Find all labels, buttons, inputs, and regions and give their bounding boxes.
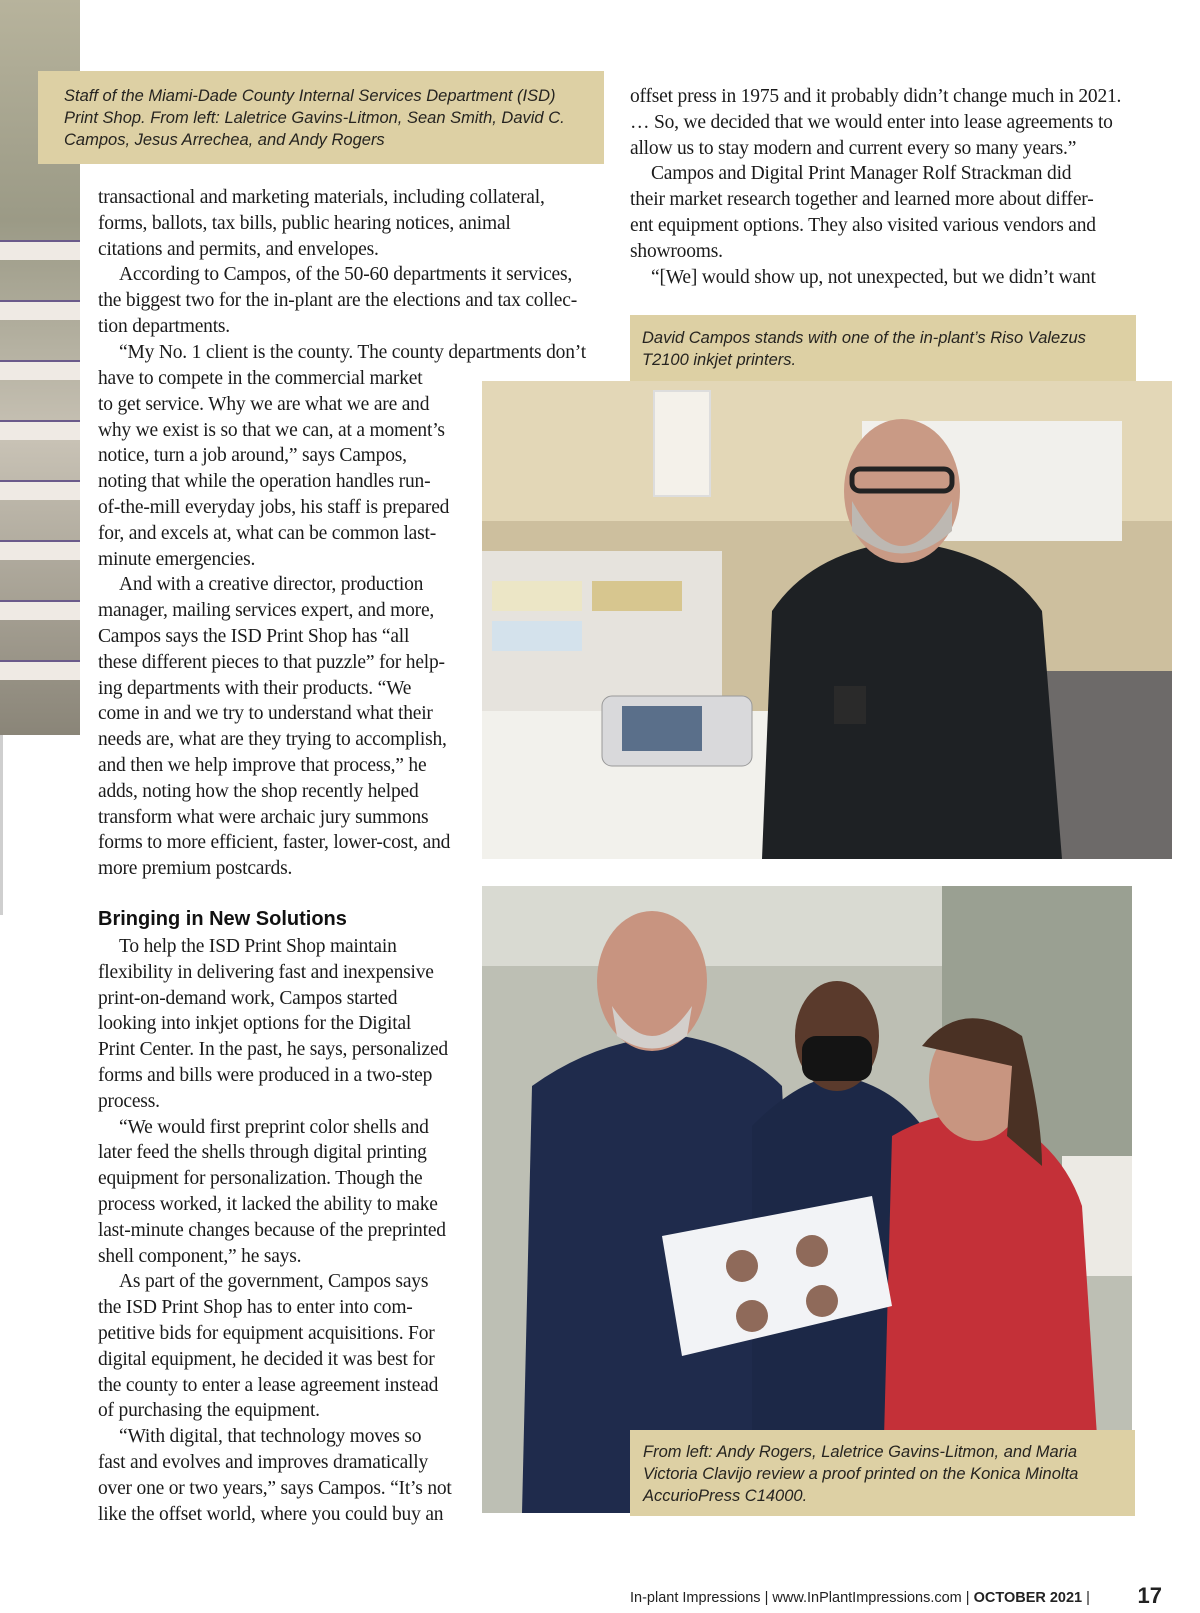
text-line: equipment for personalization. Though the: [98, 1168, 423, 1190]
left-column-top: [98, 185, 608, 366]
group-photo-caption: [630, 1430, 1135, 1516]
text-line: “[We] would show up, not unexpected, but we didn’t want: [651, 266, 1096, 288]
text-line: and then we help improve that process,” he: [98, 754, 427, 776]
text-line: noting that while the operation handles run-: [98, 471, 431, 493]
left-column-bottom: [98, 934, 478, 1527]
text-line: the county to enter a lease agreement instead: [98, 1374, 439, 1396]
left-column-middle: [98, 366, 478, 882]
text-line: And with a creative director, production: [119, 574, 424, 596]
text-line: like the offset world, where you could buy an: [98, 1503, 444, 1525]
text-line: offset press in 1975 and it probably didn’t change much in 2021.: [630, 86, 1122, 107]
text-line: process worked, it lacked the ability to make: [98, 1193, 438, 1215]
text-line: … So, we decided that we would enter into lease agreements to: [630, 111, 1113, 133]
text-line: flexibility in delivering fast and inexpensive: [98, 961, 434, 983]
text-line: of-the-mill everyday jobs, his staff is prepared: [98, 496, 450, 518]
text-line: forms, ballots, tax bills, public hearing notices, animal: [98, 212, 511, 234]
text-line: showrooms.: [630, 240, 723, 262]
group-photo: [482, 886, 1132, 1513]
website-link[interactable]: www.InPlantImpressions.com: [772, 1590, 962, 1606]
text-line: more premium postcards.: [98, 858, 293, 880]
text-line: shell component,” he says.: [98, 1245, 302, 1267]
text-line: “With digital, that technology moves so: [119, 1426, 422, 1448]
staff-caption-text: Staff of the Miami-Dade County Internal Services Department (ISD) Print Shop. From left: Laletrice Gavins-Litmon, Sean Smith, David C. Campos, Jesus Arrechea, and Andy Rogers: [64, 87, 565, 149]
text-line: Print Center. In the past, he says, personalized: [98, 1039, 448, 1061]
text-line: their market research together and learned more about differ-: [630, 189, 1094, 211]
text-line: tion departments.: [98, 315, 230, 337]
text-line: why we exist is so that we can, at a moment’s: [98, 419, 445, 441]
group-photo-illustration: [482, 886, 1132, 1513]
text-line: for, and excels at, what can be common last-: [98, 522, 437, 544]
text-line: forms and bills were produced in a two-step: [98, 1064, 433, 1086]
campos-photo-illustration: [482, 381, 1172, 859]
text-line: To help the ISD Print Shop maintain: [119, 936, 397, 957]
text-line: citations and permits, and envelopes.: [98, 238, 379, 260]
right-column-top: [630, 84, 1170, 290]
text-line: transform what were archaic jury summons: [98, 806, 429, 828]
text-line: come in and we try to understand what their: [98, 703, 433, 725]
text-line: to get service. Why we are what we are and: [98, 393, 430, 415]
text-line: the biggest two for the in-plant are the elections and tax collec-: [98, 290, 577, 312]
issue-date: OCTOBER 2021: [973, 1590, 1083, 1606]
text-line: minute emergencies.: [98, 548, 256, 570]
staff-photo-caption: [38, 71, 604, 164]
text-line: As part of the government, Campos says: [119, 1271, 429, 1293]
text-line: needs are, what are they trying to accomplish,: [98, 729, 447, 751]
page-edge-rule: [0, 735, 3, 915]
text-line: Campos and Digital Print Manager Rolf Strackman did: [651, 163, 1072, 185]
publication-name: In-plant Impressions: [630, 1590, 761, 1606]
text-line: notice, turn a job around,” says Campos,: [98, 445, 407, 467]
text-line: allow us to stay modern and current every so many years.”: [630, 137, 1077, 159]
text-line: manager, mailing services expert, and more,: [98, 600, 435, 622]
text-line: have to compete in the commercial market: [98, 368, 423, 389]
text-line: these different pieces to that puzzle” for help-: [98, 651, 445, 673]
text-line: ing departments with their products. “We: [98, 677, 412, 699]
campos-caption-text: David Campos stands with one of the in-plant’s Riso Valezus T2100 inkjet printers.: [642, 329, 1086, 369]
section-heading: Bringing in New Solutions: [98, 908, 347, 930]
text-line: later feed the shells through digital printing: [98, 1142, 427, 1164]
text-line: looking into inkjet options for the Digital: [98, 1013, 412, 1035]
text-line: “We would first preprint color shells and: [119, 1116, 429, 1138]
page-number: 17: [1137, 1583, 1162, 1608]
text-line: “My No. 1 client is the county. The county departments don’t: [119, 341, 586, 363]
footer-publication-line: In-plant Impressions | www.InPlantImpressions.com | OCTOBER 2021 |: [630, 1590, 1090, 1606]
text-line: ent equipment options. They also visited various vendors and: [630, 214, 1096, 236]
text-line: According to Campos, of the 50-60 departments it services,: [119, 264, 573, 286]
text-line: adds, noting how the shop recently helped: [98, 780, 419, 802]
text-line: the ISD Print Shop has to enter into com-: [98, 1297, 413, 1319]
text-line: forms to more efficient, faster, lower-cost, and: [98, 832, 451, 854]
text-line: transactional and marketing materials, including collateral,: [98, 187, 545, 208]
text-line: Campos says the ISD Print Shop has “all: [98, 625, 410, 647]
campos-photo-caption: [630, 315, 1136, 381]
text-line: print-on-demand work, Campos started: [98, 987, 398, 1009]
text-line: digital equipment, he decided it was best for: [98, 1348, 435, 1370]
campos-photo: [482, 381, 1172, 859]
text-line: last-minute changes because of the preprinted: [98, 1219, 446, 1241]
text-line: over one or two years,” says Campos. “It’s not: [98, 1477, 452, 1499]
text-line: petitive bids for equipment acquisitions. For: [98, 1322, 435, 1344]
text-line: of purchasing the equipment.: [98, 1400, 320, 1422]
group-caption-text: From left: Andy Rogers, Laletrice Gavins-Litmon, and Maria Victoria Clavijo review a proof printed on the Konica Minolta AccurioPress C14000.: [643, 1443, 1079, 1505]
text-line: process.: [98, 1090, 160, 1112]
text-line: fast and evolves and improves dramatically: [98, 1451, 429, 1473]
